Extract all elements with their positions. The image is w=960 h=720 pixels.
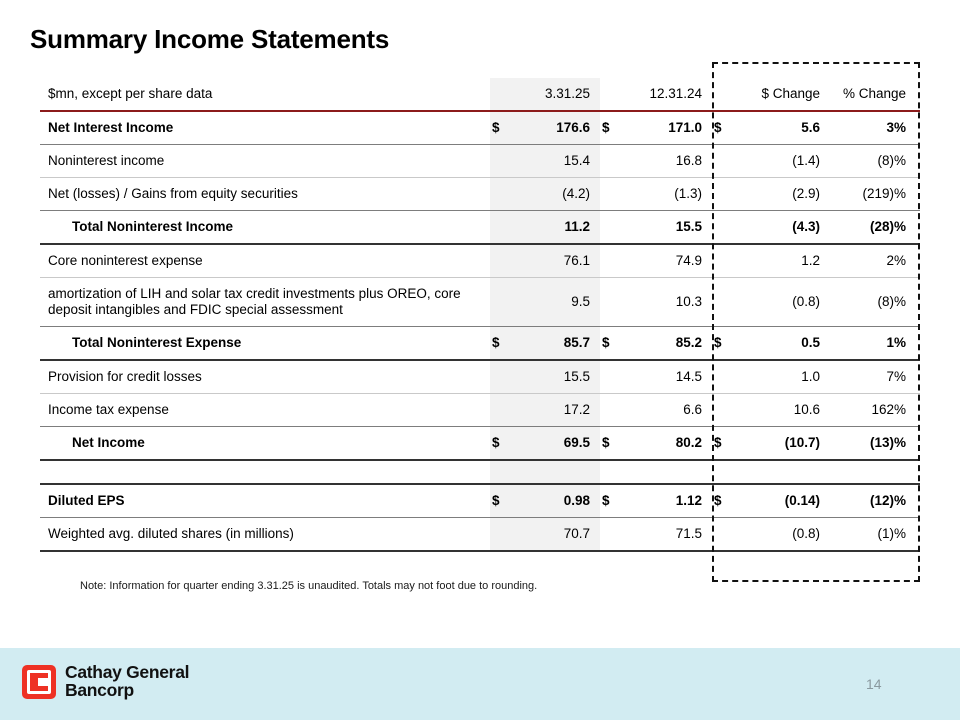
row-change-symbol: $ [712, 327, 740, 361]
spacer-cell [830, 460, 920, 484]
row-percent-value: (13)% [830, 427, 920, 461]
table-header-row [40, 78, 920, 111]
row-prior-symbol: $ [600, 484, 640, 518]
row-percent-value: 162% [830, 394, 920, 427]
row-prior-value: 80.2 [640, 427, 712, 461]
row-change-value: 1.0 [740, 360, 830, 394]
row-prior-value: 14.5 [640, 360, 712, 394]
row-change-value: (1.4) [740, 145, 830, 178]
row-change-value: 10.6 [740, 394, 830, 427]
row-change-symbol [712, 145, 740, 178]
table-row [40, 278, 920, 327]
row-current-value: 69.5 [530, 427, 600, 461]
table-row [40, 394, 920, 427]
row-percent-value: 7% [830, 360, 920, 394]
row-change-value: (10.7) [740, 427, 830, 461]
row-percent-value: (28)% [830, 211, 920, 245]
row-percent-value: (8)% [830, 145, 920, 178]
table-row-total [40, 427, 920, 461]
spacer-cell [530, 460, 600, 484]
row-change-value: 0.5 [740, 327, 830, 361]
row-change-symbol [712, 360, 740, 394]
row-current-value: 15.5 [530, 360, 600, 394]
logo-line-1: Cathay General [65, 662, 190, 682]
table-row-subtotal [40, 327, 920, 361]
row-percent-value: 3% [830, 111, 920, 145]
row-label: Income tax expense [40, 394, 490, 427]
row-current-symbol [490, 518, 530, 552]
row-current-symbol: $ [490, 484, 530, 518]
row-prior-value: 15.5 [640, 211, 712, 245]
table-spacer-row [40, 460, 920, 484]
table-row [40, 244, 920, 278]
row-prior-symbol [600, 360, 640, 394]
row-current-value: 76.1 [530, 244, 600, 278]
row-change-value: (0.8) [740, 518, 830, 552]
row-prior-symbol [600, 518, 640, 552]
row-prior-symbol [600, 394, 640, 427]
row-current-value: 176.6 [530, 111, 600, 145]
row-percent-value: 2% [830, 244, 920, 278]
row-change-symbol: $ [712, 427, 740, 461]
cathay-logo-icon [22, 665, 56, 699]
row-change-value: (0.8) [740, 278, 830, 327]
row-prior-value: 1.12 [640, 484, 712, 518]
row-percent-value: (1)% [830, 518, 920, 552]
income-statement-table [40, 78, 920, 552]
row-label: Net Income [40, 427, 490, 461]
spacer-cell [640, 460, 712, 484]
row-prior-symbol [600, 278, 640, 327]
header-percent-change: % Change [830, 78, 920, 111]
row-change-symbol [712, 211, 740, 245]
row-label: Noninterest income [40, 145, 490, 178]
row-current-symbol [490, 178, 530, 211]
row-current-value: 85.7 [530, 327, 600, 361]
spacer-cell [490, 460, 530, 484]
row-percent-value: (12)% [830, 484, 920, 518]
row-label: Diluted EPS [40, 484, 490, 518]
table-row-subtotal [40, 211, 920, 245]
row-prior-symbol: $ [600, 111, 640, 145]
table-row [40, 360, 920, 394]
row-current-symbol [490, 394, 530, 427]
row-change-symbol [712, 278, 740, 327]
row-prior-symbol [600, 178, 640, 211]
row-label: Total Noninterest Income [40, 211, 490, 245]
row-prior-value: 16.8 [640, 145, 712, 178]
header-change-dollar-spacer [712, 78, 740, 111]
table-row [40, 111, 920, 145]
row-change-value: (0.14) [740, 484, 830, 518]
table-row [40, 178, 920, 211]
header-current-period: 3.31.25 [530, 78, 600, 111]
row-prior-value: 71.5 [640, 518, 712, 552]
header-dollar-change: $ Change [740, 78, 830, 111]
row-current-value: 70.7 [530, 518, 600, 552]
row-current-symbol [490, 211, 530, 245]
row-change-value: 1.2 [740, 244, 830, 278]
row-change-symbol [712, 394, 740, 427]
row-current-value: (4.2) [530, 178, 600, 211]
row-prior-value: 85.2 [640, 327, 712, 361]
header-label: $mn, except per share data [40, 78, 490, 111]
row-prior-symbol [600, 211, 640, 245]
spacer-cell [40, 460, 490, 484]
row-change-symbol [712, 244, 740, 278]
row-change-value: (2.9) [740, 178, 830, 211]
logo-line-2: Bancorp [65, 679, 134, 700]
logo-wordmark [65, 664, 189, 700]
row-prior-symbol: $ [600, 327, 640, 361]
row-current-symbol [490, 360, 530, 394]
row-change-value: 5.6 [740, 111, 830, 145]
table-footnote: Note: Information for quarter ending 3.31.25 is unaudited. Totals may not foot due to rounding. [80, 580, 538, 592]
company-logo [22, 664, 189, 700]
spacer-cell [600, 460, 640, 484]
row-change-symbol [712, 518, 740, 552]
row-current-symbol: $ [490, 327, 530, 361]
row-label: Net (losses) / Gains from equity securities [40, 178, 490, 211]
table-row [40, 145, 920, 178]
row-label: Total Noninterest Expense [40, 327, 490, 361]
header-prior-period: 12.31.24 [640, 78, 712, 111]
row-current-symbol [490, 244, 530, 278]
row-prior-value: 10.3 [640, 278, 712, 327]
row-current-symbol: $ [490, 427, 530, 461]
row-prior-symbol: $ [600, 427, 640, 461]
row-current-value: 15.4 [530, 145, 600, 178]
row-percent-value: (219)% [830, 178, 920, 211]
row-current-value: 9.5 [530, 278, 600, 327]
spacer-cell [740, 460, 830, 484]
row-change-value: (4.3) [740, 211, 830, 245]
row-current-value: 17.2 [530, 394, 600, 427]
row-label: amortization of LIH and solar tax credit investments plus OREO, core deposit intangibles and FDIC special assessment [40, 278, 490, 327]
row-current-value: 11.2 [530, 211, 600, 245]
row-percent-value: 1% [830, 327, 920, 361]
row-prior-symbol [600, 244, 640, 278]
row-change-symbol: $ [712, 111, 740, 145]
spacer-cell [712, 460, 740, 484]
row-change-symbol [712, 178, 740, 211]
row-prior-value: (1.3) [640, 178, 712, 211]
header-prior-dollar-spacer [600, 78, 640, 111]
row-label: Core noninterest expense [40, 244, 490, 278]
page-number: 14 [866, 676, 882, 692]
row-label: Provision for credit losses [40, 360, 490, 394]
row-current-value: 0.98 [530, 484, 600, 518]
row-prior-value: 171.0 [640, 111, 712, 145]
row-change-symbol: $ [712, 484, 740, 518]
row-prior-value: 6.6 [640, 394, 712, 427]
row-label: Net Interest Income [40, 111, 490, 145]
page-title: Summary Income Statements [30, 24, 390, 54]
row-prior-value: 74.9 [640, 244, 712, 278]
row-current-symbol: $ [490, 111, 530, 145]
row-current-symbol [490, 278, 530, 327]
table-row [40, 484, 920, 518]
table-row [40, 518, 920, 552]
row-label: Weighted avg. diluted shares (in millions) [40, 518, 490, 552]
row-percent-value: (8)% [830, 278, 920, 327]
row-current-symbol [490, 145, 530, 178]
row-prior-symbol [600, 145, 640, 178]
header-current-dollar-spacer [490, 78, 530, 111]
